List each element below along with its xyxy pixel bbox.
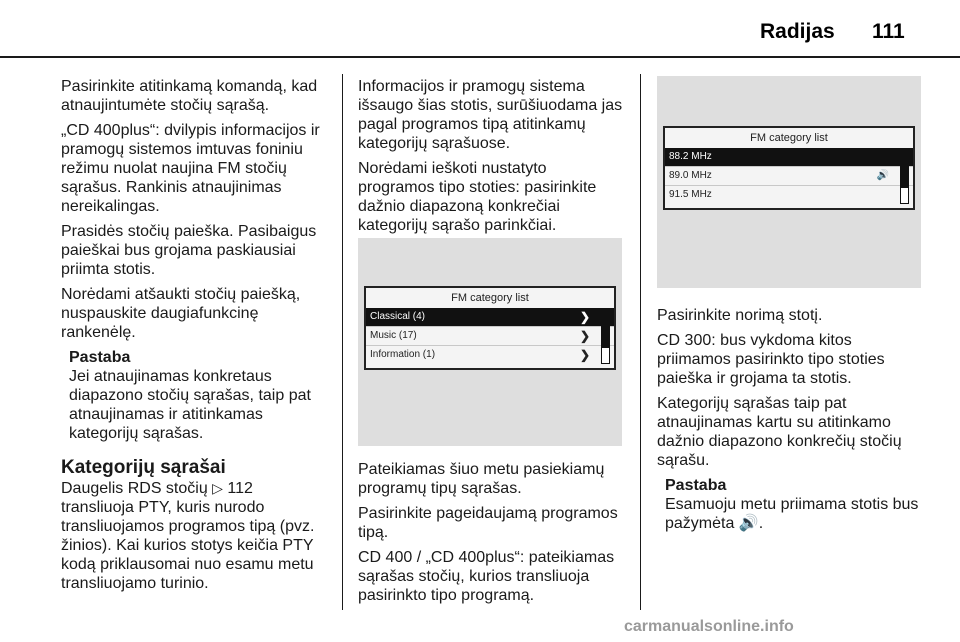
page-number: 111 (872, 20, 905, 43)
paragraph: Informacijos ir pramogų sistema išsaugo šias stotis, surūšiuodama jas pagal programos tipą atitinkamų kategorijų sąrašuose. (358, 78, 623, 152)
header-rule (0, 56, 960, 58)
column-divider-1 (342, 74, 343, 610)
paragraph: CD 400 / „CD 400plus“: pateikiamas sąrašas stočių, kurios transliuoja pasirinkto tipo programą. (358, 549, 615, 604)
list-item[interactable]: Music (17) ❯ (366, 326, 614, 345)
list-item[interactable]: Classical (4) ❯ (366, 308, 614, 326)
category-list-screenshot (358, 238, 622, 446)
note-title: Pastaba (69, 349, 131, 366)
paragraph: Kategorijų sąrašas taip pat atnaujinamas kartu su atitinkamo dažnio diapazono konkrečių stočių sąrašu. (657, 395, 902, 469)
arrow-ref-icon: ▷ (212, 480, 223, 496)
scrollbar[interactable] (900, 150, 909, 204)
section-heading: Kategorijų sąrašai (61, 457, 226, 478)
note-box (69, 348, 333, 443)
watermark: carmanualsonline.info (624, 618, 794, 635)
display-screen (663, 126, 915, 210)
column-1 (61, 77, 333, 599)
paragraph: Pasirinkite norimą stotį. (657, 307, 823, 324)
page-title: Radijas (760, 20, 835, 43)
speaker-icon: 🔊 (738, 515, 759, 532)
station-list-screenshot (657, 76, 921, 288)
page-reference-link[interactable]: 112 (227, 480, 253, 497)
scroll-thumb[interactable] (901, 151, 908, 188)
column-2 (358, 77, 630, 241)
chevron-right-icon: ❯ (579, 348, 590, 362)
paragraph: Daugelis RDS stočių ▷ 112 (61, 480, 253, 497)
list-item[interactable]: Information (1) ❯ (366, 345, 614, 364)
speaker-icon: 🔊 (876, 170, 889, 181)
paragraph: transliuoja PTY, kuris nurodo transliuojamos programos tipą (pvz. žinios). Kai kurios stotys keičia PTY kodą priklausomai nuo esamu metu transliuojamo turinio. (61, 499, 315, 592)
paragraph: Norėdami atšaukti stočių paiešką, nuspauskite daugiafunkcinę rankenėlę. (61, 286, 301, 341)
note-text: Esamuoju metu priimama stotis bus pažymėta 🔊. (665, 496, 919, 532)
scrollbar[interactable] (601, 310, 610, 364)
column-3 (657, 306, 947, 533)
list-item[interactable]: 91.5 MHz (665, 185, 913, 204)
paragraph: Pasirinkite atitinkamą komandą, kad atnaujintumėte stočių sąrašą. (61, 78, 318, 114)
column-2-lower (358, 460, 630, 611)
screen-title: FM category list (750, 132, 828, 144)
note-title: Pastaba (665, 477, 727, 494)
list-item[interactable]: 88.2 MHz (665, 148, 913, 166)
paragraph: Pateikiamas šiuo metu pasiekiamų programų tipų sąrašas. (358, 461, 605, 497)
list-item[interactable]: 89.0 MHz 🔊 (665, 166, 913, 185)
paragraph: Norėdami ieškoti nustatyto programos tipo stoties: pasirinkite dažnio diapazoną konkrečiai kategorijų sąrašo parinkčiai. (358, 160, 597, 234)
scroll-thumb[interactable] (602, 311, 609, 348)
display-screen (364, 286, 616, 370)
chevron-right-icon: ❯ (579, 310, 590, 324)
paragraph: Prasidės stočių paieška. Pasibaigus paieškai bus grojama paskiausiai priimta stotis. (61, 223, 317, 278)
screen-title: FM category list (451, 292, 529, 304)
note-text: Jei atnaujinamas konkretaus diapazono stočių sąrašas, taip pat atnaujinamas ir atitinkamas kategorijų sąrašas. (69, 368, 311, 442)
paragraph: CD 300: bus vykdoma kitos priimamos pasirinkto tipo stoties paieška ir grojama ta stotis. (657, 332, 885, 387)
paragraph: „CD 400plus“: dvilypis informacijos ir pramogų sistemos imtuvas foniniu režimu nuolat naujina FM stočių sąrašus. Rankinis atnaujinimas nereikalingas. (61, 122, 320, 215)
chevron-right-icon: ❯ (579, 329, 590, 343)
paragraph: Pasirinkite pageidaujamą programos tipą. (358, 505, 618, 541)
note-box (665, 476, 947, 533)
column-divider-2 (640, 74, 641, 610)
